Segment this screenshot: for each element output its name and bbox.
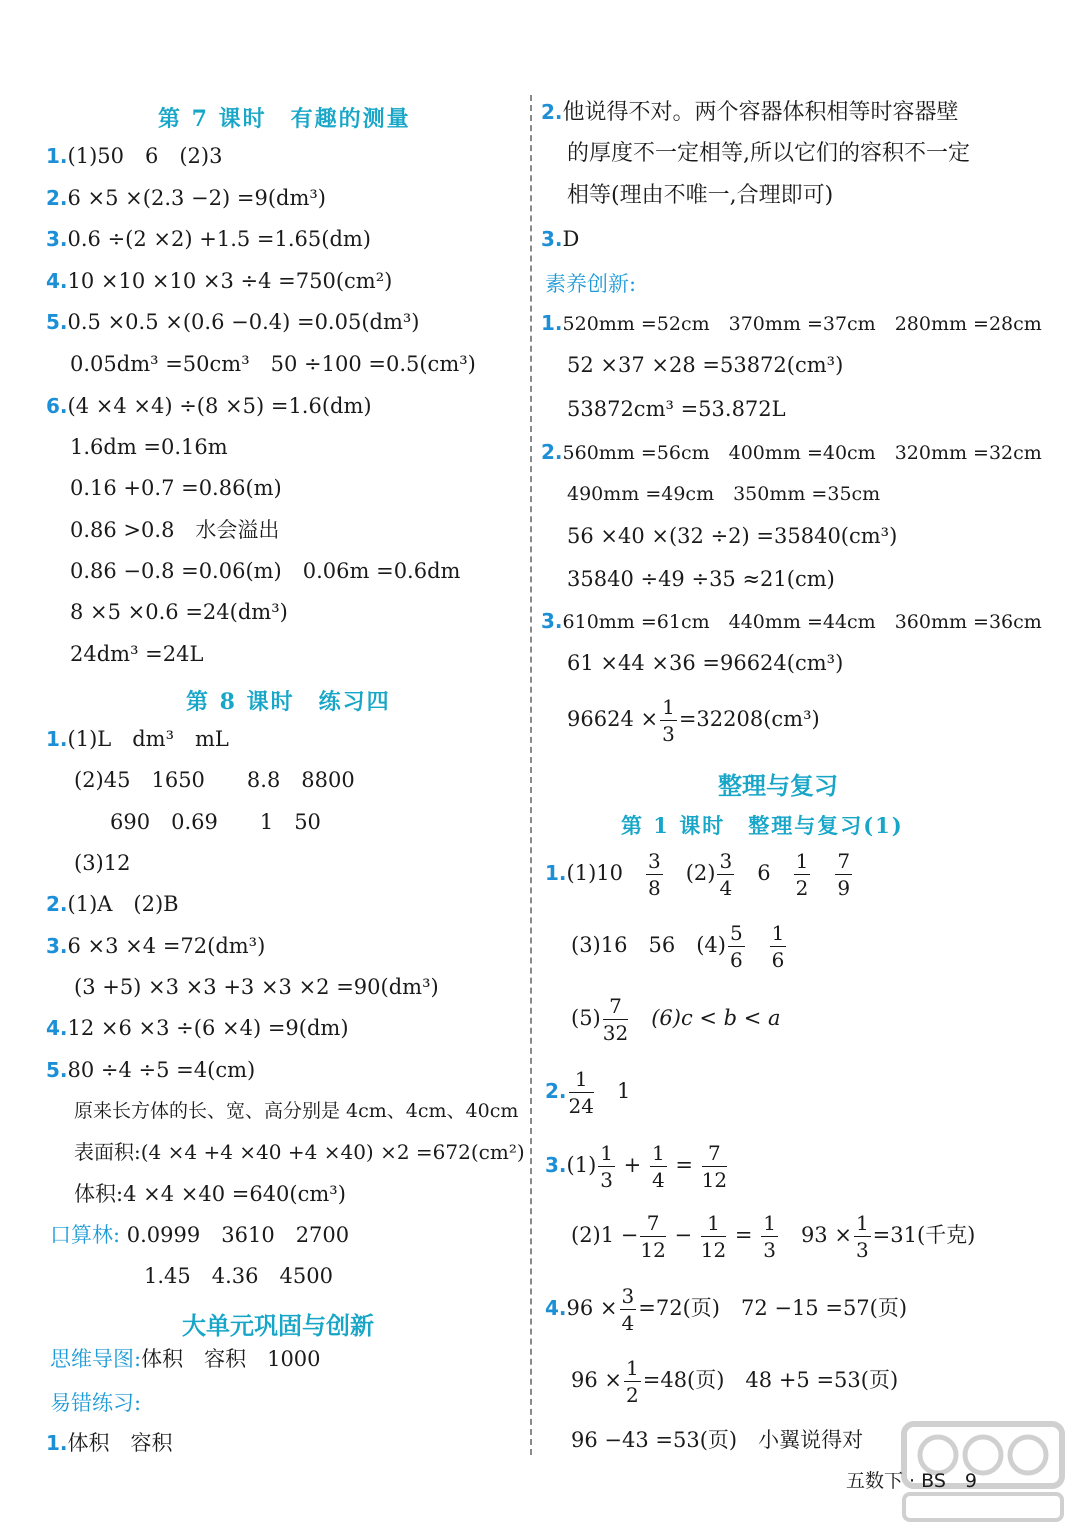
answer-line: 0.86 −0.8 =0.06(m) 0.06m =0.6dm — [70, 559, 461, 583]
answer-line: 52 ×37 ×28 =53872(cm³) — [567, 353, 844, 377]
answer-line: 1.(1)50 6 (2)3 — [46, 144, 223, 168]
answer-line: 3.0.6 ÷(2 ×2) +1.5 =1.65(dm) — [46, 227, 372, 251]
answer-line: 5.80 ÷4 ÷5 =4(cm) — [46, 1058, 256, 1082]
page-footer: 五数下 · BS 9 — [846, 1470, 977, 1492]
error-practice-label: 易错练习: — [50, 1391, 142, 1415]
fraction: $\frac{3}{4}$ — [621, 1284, 635, 1335]
answer-line: 3.6 ×3 ×4 =72(dm³) — [46, 934, 266, 958]
fraction: $\frac{7}{12}$ — [640, 1211, 666, 1262]
fraction: $\frac{3}{8}$ — [647, 849, 661, 900]
answer-line: 96624 × $\frac{1}{3}$ =32208(cm³) — [567, 695, 820, 746]
answer-line: 3.D — [541, 227, 580, 251]
fraction: $\frac{1}{2}$ — [626, 1356, 639, 1407]
answer-line: 3.610mm =61cm 440mm =44cm 360mm =36cm — [541, 609, 1042, 633]
answer-line: 6.(4 ×4 ×4) ÷(8 ×5) =1.6(dm) — [46, 394, 372, 418]
answer-line: 相等(理由不唯一,合理即可) — [567, 183, 834, 208]
fraction: $\frac{1}{2}$ — [795, 849, 809, 900]
answer-line: 体积:4 ×4 ×40 =640(cm³) — [74, 1182, 346, 1206]
answer-line: 0.05dm³ =50cm³ 50 ÷100 =0.5(cm³) — [70, 352, 476, 376]
fraction: $\frac{7}{12}$ — [701, 1141, 728, 1192]
fraction: $\frac{7}{9}$ — [837, 849, 851, 900]
answer-line: 61 ×44 ×36 =96624(cm³) — [567, 651, 844, 675]
fraction: $\frac{1}{24}$ — [568, 1067, 594, 1118]
fraction: $\frac{1}{12}$ — [700, 1211, 727, 1262]
answer-line: (3)12 — [74, 851, 131, 875]
answer-line: (2)1 − $\frac{7}{12}$ − $\frac{1}{12}$ = $\frac{1}{3}$ 93 × $\frac{1}{3}$ =31(千克) — [571, 1211, 976, 1262]
fraction: $\frac{3}{4}$ — [719, 849, 733, 900]
answer-line: 4.10 ×10 ×10 ×3 ÷4 =750(cm²) — [46, 269, 393, 293]
answer-line: 96 −43 =53(页) 小翼说得对 — [571, 1428, 864, 1452]
answer-line: 1.(1)10 $\frac{3}{8}$ (2) $\frac{3}{4}$ 6 $\frac{1}{2}$ $\frac{7}{9}$ — [545, 849, 851, 900]
answer-line: 0.16 +0.7 =0.86(m) — [70, 476, 282, 500]
answer-line: 0.86 >0.8 水会溢出 — [70, 518, 280, 542]
answer-line: 5.0.5 ×0.5 ×(0.6 −0.4) =0.05(dm³) — [46, 310, 420, 334]
answer-line: 4.96 × $\frac{3}{4}$ =72(页) 72 −15 =57(页) — [545, 1284, 908, 1335]
answer-line: 35840 ÷49 ÷35 ≈21(cm) — [567, 567, 835, 591]
answer-line: (3 +5) ×3 ×3 +3 ×3 ×2 =90(dm³) — [74, 975, 439, 999]
answer-line: 的厚度不一定相等,所以它们的容积不一定 — [567, 141, 970, 166]
answer-line: 2.560mm =56cm 400mm =40cm 320mm =32cm — [541, 440, 1042, 464]
answer-line: 1.520mm =52cm 370mm =37cm 280mm =28cm — [541, 311, 1042, 335]
column-divider — [530, 95, 532, 1455]
answer-line: 2.6 ×5 ×(2.3 −2) =9(dm³) — [46, 186, 326, 210]
fraction: $\frac{7}{32}$ — [602, 994, 629, 1045]
answer-line: (2)45 1650 8.8 8800 — [74, 768, 355, 792]
answer-line: 3.(1) $\frac{1}{3}$ + $\frac{1}{4}$ = $\frac{7}{12}$ — [545, 1141, 728, 1192]
lesson-8-title: 第 8 课时 练习四 — [186, 689, 391, 715]
review-title: 整理与复习 — [718, 772, 838, 800]
fraction: $\frac{5}{6}$ — [729, 921, 743, 972]
answer-line: 56 ×40 ×(32 ÷2) =35840(cm³) — [567, 524, 898, 548]
answer-line: 490mm =49cm 350mm =35cm — [567, 483, 881, 505]
answer-line: 24dm³ =24L — [70, 642, 204, 666]
answer-line: 96 × $\frac{1}{2}$ =48(页) 48 +5 =53(页) — [571, 1356, 899, 1407]
answer-line: 2. $\frac{1}{24}$ 1 — [545, 1067, 631, 1118]
fraction: $\frac{1}{3}$ — [763, 1211, 776, 1262]
fraction: $\frac{1}{3}$ — [600, 1141, 613, 1192]
fraction: $\frac{1}{4}$ — [651, 1141, 665, 1192]
answer-line: (3)16 56 (4) $\frac{5}{6}$ $\frac{1}{6}$ — [571, 921, 785, 972]
fraction: $\frac{1}{3}$ — [855, 1211, 869, 1262]
answer-line: 1.体积 容积 — [46, 1431, 173, 1455]
answer-line: 表面积:(4 ×4 +4 ×40 +4 ×40) ×2 =672(cm²) — [74, 1140, 525, 1164]
unit-review-title: 大单元巩固与创新 — [182, 1312, 374, 1340]
mind-map-line: 思维导图:体积 容积 1000 — [50, 1347, 321, 1371]
fraction: $\frac{1}{6}$ — [771, 921, 785, 972]
answer-line: 53872cm³ =53.872L — [567, 397, 786, 421]
answer-line: 4.12 ×6 ×3 ÷(6 ×4) =9(dm) — [46, 1016, 349, 1040]
oral-calc-line: 口算林: 0.0999 3610 2700 — [50, 1223, 350, 1247]
lesson-7-title: 第 7 课时 有趣的测量 — [158, 106, 411, 132]
answer-line: 1.6dm =0.16m — [70, 435, 228, 459]
fraction: $\frac{1}{3}$ — [662, 695, 675, 746]
answer-line: 1.(1)L dm³ mL — [46, 727, 229, 751]
literacy-innovation-label: 素养创新: — [545, 272, 637, 296]
answer-line: 690 0.69 1 50 — [110, 810, 321, 834]
answer-line: 2.他说得不对。两个容器体积相等时容器壁 — [541, 100, 959, 125]
answer-line: 2.(1)A (2)B — [46, 892, 179, 916]
answer-line: 原来长方体的长、宽、高分别是 4cm、4cm、40cm — [74, 1100, 519, 1122]
answer-line: (5) $\frac{7}{32}$ (6)c < b < a — [571, 994, 781, 1045]
oral-calc-line: 1.45 4.36 4500 — [144, 1264, 333, 1288]
answer-line: 8 ×5 ×0.6 =24(dm³) — [70, 600, 288, 624]
review-lesson-title: 第 1 课时 整理与复习(1) — [621, 813, 904, 838]
